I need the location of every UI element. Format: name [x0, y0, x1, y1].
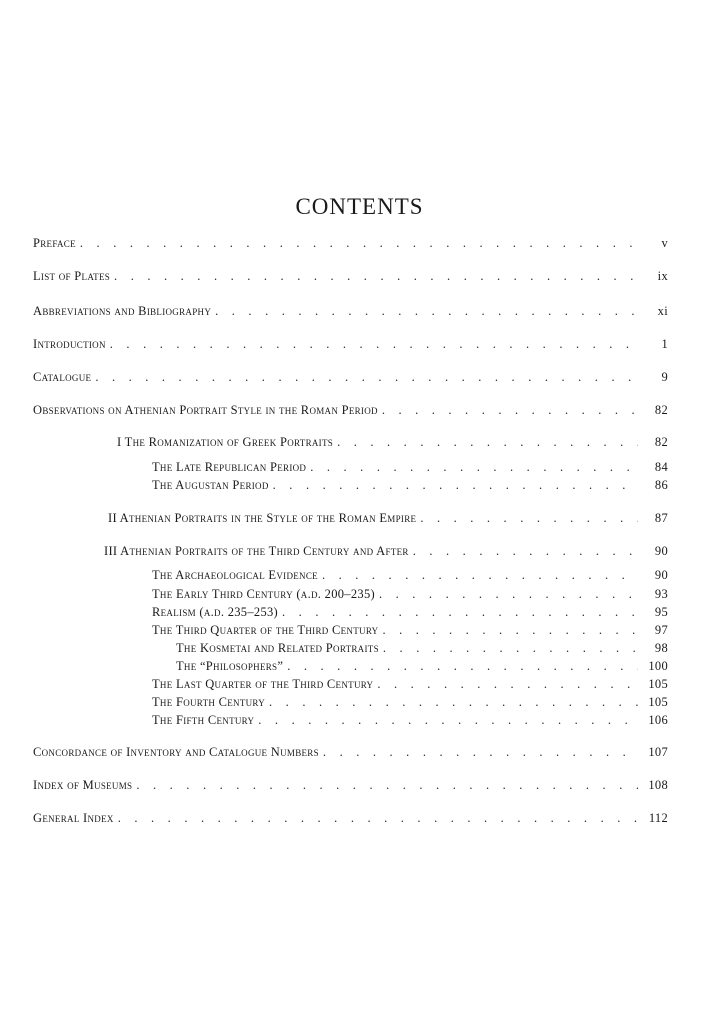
toc-entry-label: Observations on Athenian Portrait Style in the Roman Period: [33, 403, 378, 417]
toc-entry-label: The Fourth Century: [152, 695, 266, 709]
toc-entry-page: 86: [654, 478, 668, 492]
toc-entry-page: 1: [661, 337, 668, 351]
toc-entry-section-i: [117, 433, 668, 451]
toc-entry-label: List of Plates: [33, 269, 111, 283]
toc-entry-label: The Archaeological Evidence: [152, 568, 318, 582]
toc-entry-label: General Index: [33, 811, 114, 825]
toc-entry-label: The Fifth Century: [152, 713, 255, 727]
toc-entry-page: 100: [648, 659, 668, 673]
toc-entry-list-of-plates: [33, 267, 668, 285]
toc-entry-label: Realism (a.d. 235–253): [152, 605, 279, 619]
toc-entry-page: 90: [654, 568, 668, 582]
toc-entry-philosophers: [176, 657, 668, 675]
dot-leader: [258, 711, 638, 729]
dot-leader: [269, 693, 638, 711]
toc-entry-label: Preface: [33, 236, 76, 250]
toc-entry-label: III Athenian Portraits of the Third Century and After: [104, 544, 409, 558]
toc-entry-page: 95: [654, 605, 668, 619]
dot-leader: [382, 621, 638, 639]
dot-leader: [215, 302, 638, 320]
dot-leader: [310, 458, 638, 476]
dot-leader: [337, 433, 638, 451]
toc-entry-preface: [33, 234, 668, 252]
toc-entry-page: 107: [648, 745, 668, 759]
toc-entry-page: 97: [654, 623, 668, 637]
dot-leader: [383, 639, 638, 657]
toc-entry-label: I The Romanization of Greek Portraits: [117, 435, 334, 449]
toc-entry-label: II Athenian Portraits in the Style of the Roman Empire: [108, 511, 417, 525]
dot-leader: [118, 809, 638, 827]
dot-leader: [382, 401, 638, 419]
toc-entry-label: Introduction: [33, 337, 106, 351]
toc-entry-page: 106: [648, 713, 668, 727]
toc-entry-section-iii: [104, 542, 668, 560]
toc-entry-label: The Last Quarter of the Third Century: [152, 677, 374, 691]
toc-entry-label: Index of Museums: [33, 778, 133, 792]
toc-entry-label: The Late Republican Period: [152, 460, 307, 474]
dot-leader: [377, 675, 638, 693]
toc-entry-label: Concordance of Inventory and Catalogue Numbers: [33, 745, 319, 759]
toc-entry-page: 87: [654, 511, 668, 525]
dot-leader: [287, 657, 638, 675]
dot-leader: [379, 585, 638, 603]
toc-entry-page: 108: [648, 778, 668, 792]
toc-entry-kosmetai: [176, 639, 668, 657]
toc-entry-label: The Early Third Century (a.d. 200–235): [152, 587, 375, 601]
toc-entry-page: 84: [654, 460, 668, 474]
toc-entry-introduction: [33, 335, 668, 353]
toc-entry-page: 105: [648, 677, 668, 691]
toc-entry-page: 82: [654, 403, 668, 417]
toc-entry-page: 98: [654, 641, 668, 655]
dot-leader: [136, 776, 638, 794]
toc-entry-section-ii: [108, 509, 668, 527]
toc-entry-last-quarter: [152, 675, 668, 693]
toc-entry-page: 112: [648, 811, 668, 825]
page-title: CONTENTS: [295, 194, 424, 219]
toc-entry-page: ix: [657, 269, 668, 283]
dot-leader: [282, 603, 638, 621]
dot-leader: [413, 542, 638, 560]
toc-entry-page: v: [661, 236, 668, 250]
toc-entry-general-index: [33, 809, 668, 827]
dot-leader: [323, 743, 638, 761]
toc-entry-early-third-century: [152, 585, 668, 603]
dot-leader: [95, 368, 638, 386]
toc-entry-page: xi: [657, 304, 668, 318]
toc-entry-abbreviations: [33, 302, 668, 320]
dot-leader: [273, 476, 638, 494]
dot-leader: [420, 509, 638, 527]
toc-entry-augustan: [152, 476, 668, 494]
toc-entry-page: 9: [661, 370, 668, 384]
toc-entry-page: 93: [654, 587, 668, 601]
toc-entry-realism: [152, 603, 668, 621]
toc-entry-label: The Kosmetai and Related Portraits: [176, 641, 379, 655]
toc-entry-catalogue: [33, 368, 668, 386]
toc-entry-fourth-century: [152, 693, 668, 711]
toc-entry-label: The Third Quarter of the Third Century: [152, 623, 379, 637]
toc-entry-concordance: [33, 743, 668, 761]
toc-entry-index-of-museums: [33, 776, 668, 794]
dot-leader: [114, 267, 638, 285]
toc-entry-fifth-century: [152, 711, 668, 729]
toc-entry-page: 105: [648, 695, 668, 709]
toc-entry-label: Abbreviations and Bibliography: [33, 304, 212, 318]
toc-entry-page: 90: [654, 544, 668, 558]
dot-leader: [80, 234, 638, 252]
toc-entry-label: The “Philosophers”: [176, 659, 284, 673]
toc-entry-third-quarter: [152, 621, 668, 639]
toc-entry-archaeological-evidence: [152, 566, 668, 584]
dot-leader: [110, 335, 638, 353]
toc-entry-label: Catalogue: [33, 370, 92, 384]
dot-leader: [322, 566, 638, 584]
toc-entry-late-republican: [152, 458, 668, 476]
toc-entry-label: The Augustan Period: [152, 478, 269, 492]
toc-entry-page: 82: [654, 435, 668, 449]
toc-entry-observations: [33, 401, 668, 419]
